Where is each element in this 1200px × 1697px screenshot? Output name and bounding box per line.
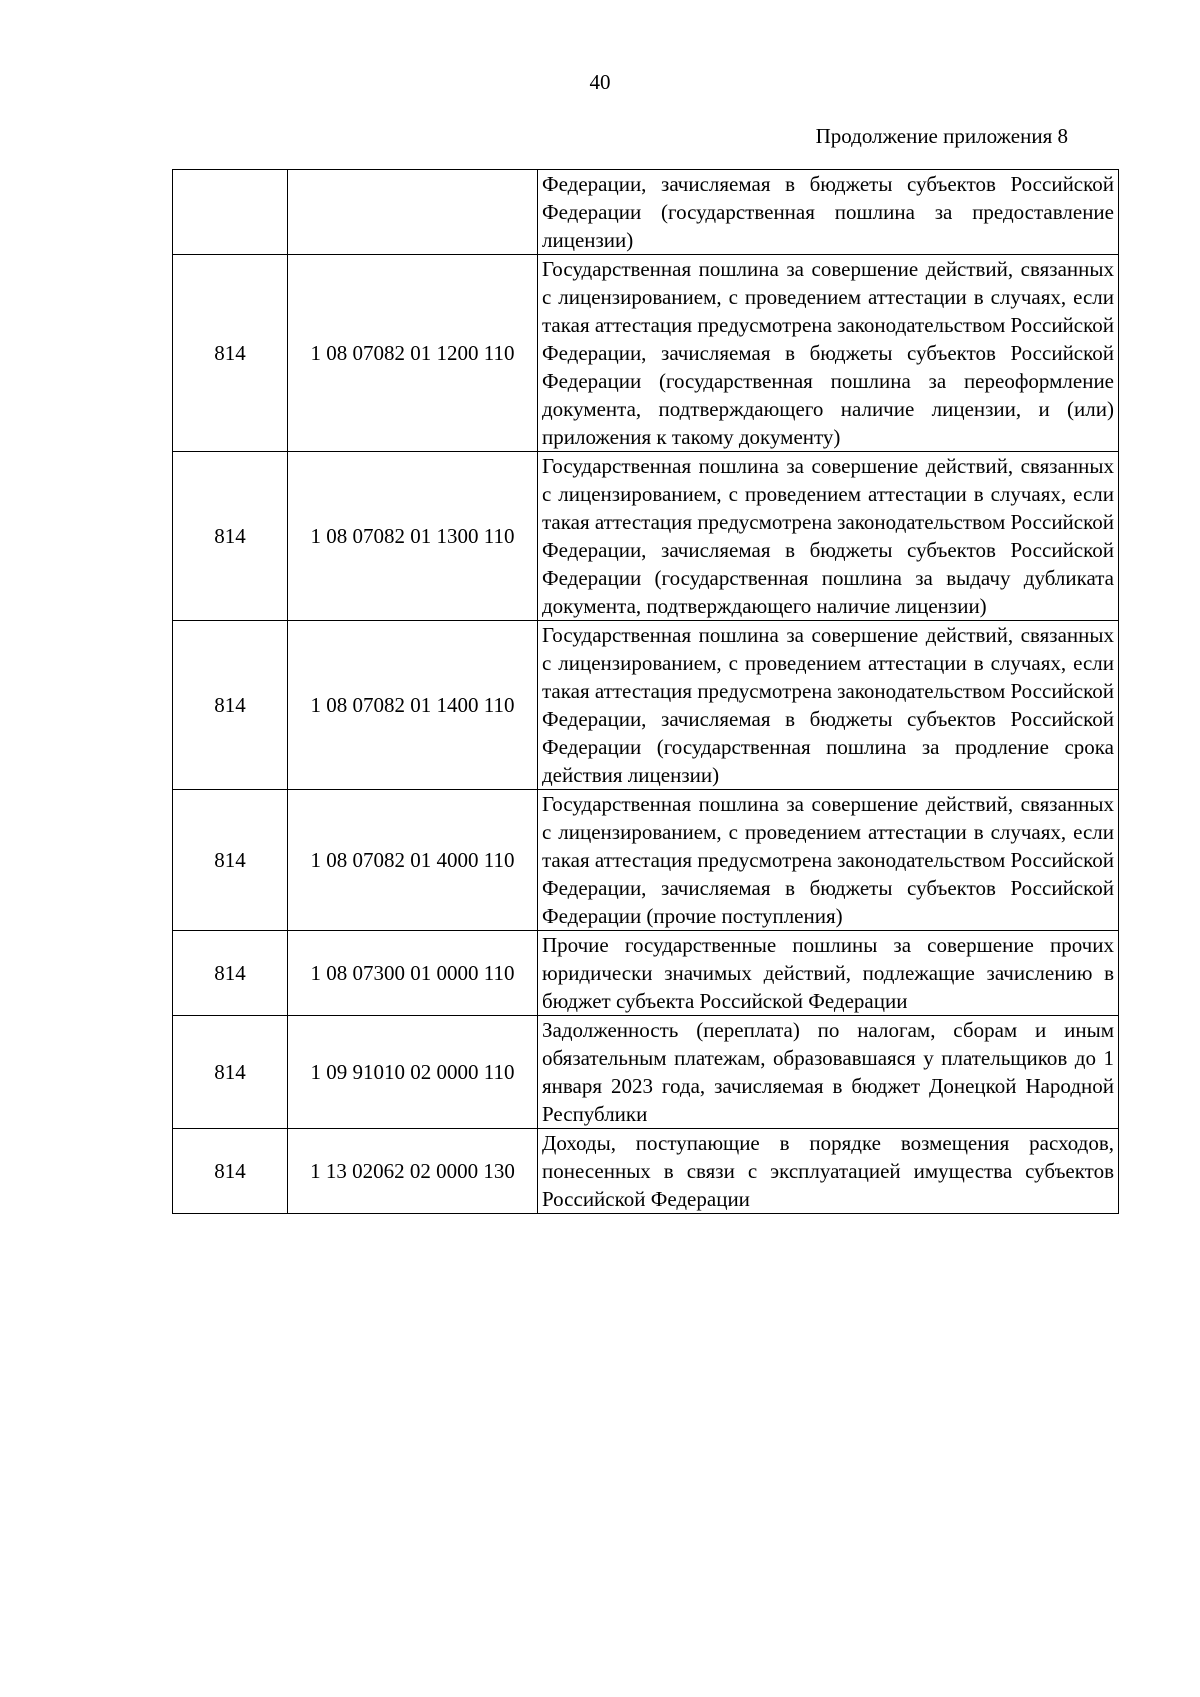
table-row xyxy=(173,255,1119,452)
budget-classification-code-cell: 1 08 07082 01 4000 110 xyxy=(288,790,538,931)
table-row xyxy=(173,621,1119,790)
revenue-description-cell: Государственная пошлина за совершение действий, связанных с лицензированием, с проведением аттестации в случаях, если такая аттестация предусмотрена законодательством Российской Федерации, зачисляемая в бюджеты субъектов Российской Федерации (государственная пошлина за продление срока действия лицензии) xyxy=(538,621,1119,790)
admin-code-cell: 814 xyxy=(173,790,288,931)
admin-code-cell: 814 xyxy=(173,452,288,621)
table-row xyxy=(173,1016,1119,1129)
admin-code-cell: 814 xyxy=(173,621,288,790)
admin-code-cell: 814 xyxy=(173,1129,288,1214)
budget-classification-code-cell: 1 13 02062 02 0000 130 xyxy=(288,1129,538,1214)
page-number: 40 xyxy=(589,70,611,94)
admin-code-cell xyxy=(173,170,288,255)
table-row xyxy=(173,170,1119,255)
admin-code-cell: 814 xyxy=(173,1016,288,1129)
revenue-description-cell: Федерации, зачисляемая в бюджеты субъектов Российской Федерации (государственная пошлина за предоставление лицензии) xyxy=(538,170,1119,255)
table-row xyxy=(173,790,1119,931)
revenue-description-cell: Задолженность (переплата) по налогам, сборам и иным обязательным платежам, образовавшаяся у плательщиков до 1 января 2023 года, зачисляемая в бюджет Донецкой Народной Республики xyxy=(538,1016,1119,1129)
budget-classification-code-cell: 1 08 07082 01 1200 110 xyxy=(288,255,538,452)
budget-classification-code-cell: 1 08 07300 01 0000 110 xyxy=(288,931,538,1016)
admin-code-cell: 814 xyxy=(173,255,288,452)
budget-classification-code-cell: 1 08 07082 01 1400 110 xyxy=(288,621,538,790)
revenue-description-cell: Государственная пошлина за совершение действий, связанных с лицензированием, с проведением аттестации в случаях, если такая аттестация предусмотрена законодательством Российской Федерации, зачисляемая в бюджеты субъектов Российской Федерации (государственная пошлина за выдачу дубликата документа, подтверждающего наличие лицензии) xyxy=(538,452,1119,621)
revenue-description-cell: Доходы, поступающие в порядке возмещения расходов, понесенных в связи с эксплуатацией имущества субъектов Российской Федерации xyxy=(538,1129,1119,1214)
admin-code-cell: 814 xyxy=(173,931,288,1016)
continuation-label: Продолжение приложения 8 xyxy=(815,124,1068,148)
revenue-description-cell: Прочие государственные пошлины за совершение прочих юридически значимых действий, подлежащие зачислению в бюджет субъекта Российской Федерации xyxy=(538,931,1119,1016)
revenue-description-cell: Государственная пошлина за совершение действий, связанных с лицензированием, с проведением аттестации в случаях, если такая аттестация предусмотрена законодательством Российской Федерации, зачисляемая в бюджеты субъектов Российской Федерации (прочие поступления) xyxy=(538,790,1119,931)
budget-classification-code-cell: 1 08 07082 01 1300 110 xyxy=(288,452,538,621)
budget-codes-table xyxy=(172,169,1119,1214)
budget-classification-code-cell xyxy=(288,170,538,255)
table-row xyxy=(173,1129,1119,1214)
table-row xyxy=(173,931,1119,1016)
table-row xyxy=(173,452,1119,621)
budget-classification-code-cell: 1 09 91010 02 0000 110 xyxy=(288,1016,538,1129)
revenue-description-cell: Государственная пошлина за совершение действий, связанных с лицензированием, с проведением аттестации в случаях, если такая аттестация предусмотрена законодательством Российской Федерации, зачисляемая в бюджеты субъектов Российской Федерации (государственная пошлина за переоформление документа, подтверждающего наличие лицензии, и (или) приложения к такому документу) xyxy=(538,255,1119,452)
